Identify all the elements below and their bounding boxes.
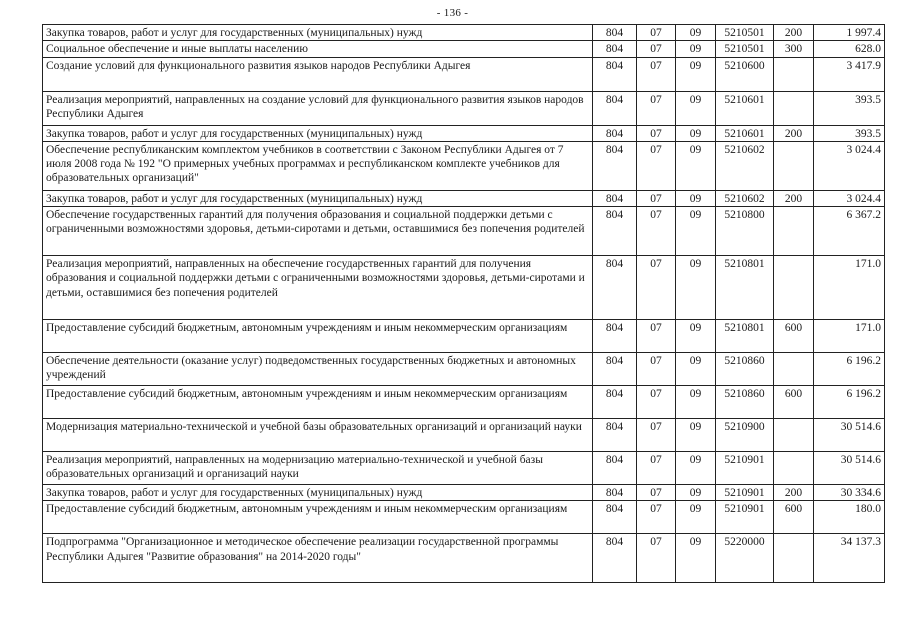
cell-name: Предоставление субсидий бюджетным, автономным учреждениям и иным некоммерческим организациям bbox=[43, 501, 593, 534]
table-row bbox=[43, 207, 885, 256]
cell-section-code: 07 bbox=[637, 207, 676, 256]
cell-name: Предоставление субсидий бюджетным, автономным учреждениям и иным некоммерческим организациям bbox=[43, 320, 593, 353]
cell-subsection-code: 09 bbox=[676, 320, 716, 353]
cell-name: Социальное обеспечение и иные выплаты населению bbox=[43, 41, 593, 57]
cell-expense-type-code: 300 bbox=[774, 41, 814, 57]
cell-target-article-code: 5210600 bbox=[716, 57, 774, 91]
cell-name: Закупка товаров, работ и услуг для государственных (муниципальных) нужд bbox=[43, 25, 593, 41]
cell-subsection-code: 09 bbox=[676, 125, 716, 141]
cell-department-code: 804 bbox=[593, 534, 637, 583]
table-row bbox=[43, 452, 885, 485]
cell-subsection-code: 09 bbox=[676, 452, 716, 485]
table-row bbox=[43, 353, 885, 386]
cell-department-code: 804 bbox=[593, 320, 637, 353]
cell-section-code: 07 bbox=[637, 386, 676, 419]
cell-name: Предоставление субсидий бюджетным, автономным учреждениям и иным некоммерческим организациям bbox=[43, 386, 593, 419]
table-row bbox=[43, 141, 885, 190]
table-row bbox=[43, 534, 885, 583]
cell-expense-type-code: 200 bbox=[774, 485, 814, 501]
cell-name: Подпрограмма "Организационное и методическое обеспечение реализации государственной программы Республики Адыгея "Развитие образования" на 2014-2020 годы" bbox=[43, 534, 593, 583]
cell-department-code: 804 bbox=[593, 419, 637, 452]
cell-name: Обеспечение государственных гарантий для получения образования и социальной поддержки детьми с ограниченными возможностями здоровья, детьми-сиротами и детьми, оставшимися без попечения родителей bbox=[43, 207, 593, 256]
cell-department-code: 804 bbox=[593, 25, 637, 41]
cell-expense-type-code: 600 bbox=[774, 501, 814, 534]
cell-name: Обеспечение республиканским комплектом учебников в соответствии с Законом Республики Адыгея от 7 июля 2008 года № 192 "О примерных учебных программах и республиканском комплекте учебников для образовательных организаций" bbox=[43, 141, 593, 190]
table-row bbox=[43, 386, 885, 419]
table-row bbox=[43, 125, 885, 141]
cell-expense-type-code bbox=[774, 419, 814, 452]
cell-name: Обеспечение деятельности (оказание услуг) подведомственных государственных бюджетных и автономных учреждений bbox=[43, 353, 593, 386]
cell-target-article-code: 5210501 bbox=[716, 41, 774, 57]
cell-department-code: 804 bbox=[593, 41, 637, 57]
table-row bbox=[43, 91, 885, 125]
cell-subsection-code: 09 bbox=[676, 190, 716, 206]
cell-name: Закупка товаров, работ и услуг для государственных (муниципальных) нужд bbox=[43, 125, 593, 141]
cell-target-article-code: 5210800 bbox=[716, 207, 774, 256]
cell-amount: 6 196.2 bbox=[814, 386, 885, 419]
cell-department-code: 804 bbox=[593, 501, 637, 534]
cell-target-article-code: 5210860 bbox=[716, 353, 774, 386]
cell-subsection-code: 09 bbox=[676, 207, 716, 256]
cell-amount: 30 514.6 bbox=[814, 419, 885, 452]
cell-department-code: 804 bbox=[593, 386, 637, 419]
cell-expense-type-code: 200 bbox=[774, 125, 814, 141]
cell-subsection-code: 09 bbox=[676, 419, 716, 452]
cell-name: Реализация мероприятий, направленных на модернизацию материально-технической и учебной базы образовательных организаций и организаций науки bbox=[43, 452, 593, 485]
cell-expense-type-code bbox=[774, 452, 814, 485]
cell-section-code: 07 bbox=[637, 25, 676, 41]
cell-target-article-code: 5210602 bbox=[716, 141, 774, 190]
page-number: - 136 - bbox=[436, 7, 469, 19]
cell-section-code: 07 bbox=[637, 353, 676, 386]
cell-expense-type-code bbox=[774, 353, 814, 386]
cell-department-code: 804 bbox=[593, 485, 637, 501]
cell-subsection-code: 09 bbox=[676, 501, 716, 534]
cell-target-article-code: 5210901 bbox=[716, 501, 774, 534]
cell-subsection-code: 09 bbox=[676, 91, 716, 125]
cell-section-code: 07 bbox=[637, 91, 676, 125]
cell-name: Реализация мероприятий, направленных на создание условий для функционального развития языков народов Республики Адыгея bbox=[43, 91, 593, 125]
cell-expense-type-code: 600 bbox=[774, 386, 814, 419]
cell-name: Модернизация материально-технической и учебной базы образовательных организаций и организаций науки bbox=[43, 419, 593, 452]
cell-department-code: 804 bbox=[593, 207, 637, 256]
cell-section-code: 07 bbox=[637, 485, 676, 501]
cell-subsection-code: 09 bbox=[676, 353, 716, 386]
cell-department-code: 804 bbox=[593, 125, 637, 141]
cell-section-code: 07 bbox=[637, 320, 676, 353]
cell-name: Закупка товаров, работ и услуг для государственных (муниципальных) нужд bbox=[43, 190, 593, 206]
cell-subsection-code: 09 bbox=[676, 57, 716, 91]
cell-name: Закупка товаров, работ и услуг для государственных (муниципальных) нужд bbox=[43, 485, 593, 501]
cell-expense-type-code bbox=[774, 57, 814, 91]
cell-department-code: 804 bbox=[593, 256, 637, 320]
cell-amount: 171.0 bbox=[814, 256, 885, 320]
cell-target-article-code: 5210901 bbox=[716, 485, 774, 501]
cell-amount: 3 417.9 bbox=[814, 57, 885, 91]
cell-department-code: 804 bbox=[593, 452, 637, 485]
table-row bbox=[43, 256, 885, 320]
cell-subsection-code: 09 bbox=[676, 386, 716, 419]
cell-expense-type-code bbox=[774, 534, 814, 583]
cell-target-article-code: 5210801 bbox=[716, 320, 774, 353]
cell-department-code: 804 bbox=[593, 141, 637, 190]
cell-section-code: 07 bbox=[637, 419, 676, 452]
cell-expense-type-code bbox=[774, 141, 814, 190]
cell-section-code: 07 bbox=[637, 57, 676, 91]
cell-subsection-code: 09 bbox=[676, 485, 716, 501]
cell-amount: 628.0 bbox=[814, 41, 885, 57]
cell-expense-type-code bbox=[774, 91, 814, 125]
cell-name: Создание условий для функционального развития языков народов Республики Адыгея bbox=[43, 57, 593, 91]
cell-section-code: 07 bbox=[637, 534, 676, 583]
cell-section-code: 07 bbox=[637, 125, 676, 141]
cell-subsection-code: 09 bbox=[676, 256, 716, 320]
cell-expense-type-code: 200 bbox=[774, 190, 814, 206]
cell-subsection-code: 09 bbox=[676, 141, 716, 190]
table-row bbox=[43, 501, 885, 534]
cell-amount: 3 024.4 bbox=[814, 190, 885, 206]
cell-department-code: 804 bbox=[593, 353, 637, 386]
table-row bbox=[43, 190, 885, 206]
table-row bbox=[43, 419, 885, 452]
table-row bbox=[43, 320, 885, 353]
cell-subsection-code: 09 bbox=[676, 41, 716, 57]
cell-amount: 180.0 bbox=[814, 501, 885, 534]
cell-target-article-code: 5210602 bbox=[716, 190, 774, 206]
cell-section-code: 07 bbox=[637, 501, 676, 534]
cell-amount: 1 997.4 bbox=[814, 25, 885, 41]
cell-expense-type-code bbox=[774, 207, 814, 256]
cell-section-code: 07 bbox=[637, 141, 676, 190]
cell-expense-type-code: 600 bbox=[774, 320, 814, 353]
cell-name: Реализация мероприятий, направленных на обеспечение государственных гарантий для получения образования и социальной поддержки детьми с ограниченными возможностями здоровья, детьми-сиротами и детьми, оставшимися без попечения родителей bbox=[43, 256, 593, 320]
table-body bbox=[43, 25, 885, 583]
cell-amount: 34 137.3 bbox=[814, 534, 885, 583]
table-row bbox=[43, 41, 885, 57]
cell-target-article-code: 5210901 bbox=[716, 452, 774, 485]
cell-department-code: 804 bbox=[593, 190, 637, 206]
cell-section-code: 07 bbox=[637, 256, 676, 320]
cell-department-code: 804 bbox=[593, 91, 637, 125]
cell-amount: 6 367.2 bbox=[814, 207, 885, 256]
budget-table bbox=[42, 24, 885, 583]
cell-amount: 30 334.6 bbox=[814, 485, 885, 501]
cell-section-code: 07 bbox=[637, 452, 676, 485]
cell-amount: 3 024.4 bbox=[814, 141, 885, 190]
cell-target-article-code: 5210900 bbox=[716, 419, 774, 452]
cell-department-code: 804 bbox=[593, 57, 637, 91]
cell-section-code: 07 bbox=[637, 41, 676, 57]
table-row bbox=[43, 57, 885, 91]
cell-amount: 393.5 bbox=[814, 125, 885, 141]
table-row bbox=[43, 25, 885, 41]
cell-amount: 6 196.2 bbox=[814, 353, 885, 386]
cell-amount: 171.0 bbox=[814, 320, 885, 353]
cell-target-article-code: 5210860 bbox=[716, 386, 774, 419]
cell-amount: 30 514.6 bbox=[814, 452, 885, 485]
cell-expense-type-code bbox=[774, 256, 814, 320]
cell-amount: 393.5 bbox=[814, 91, 885, 125]
cell-subsection-code: 09 bbox=[676, 25, 716, 41]
cell-target-article-code: 5210501 bbox=[716, 25, 774, 41]
cell-target-article-code: 5210601 bbox=[716, 125, 774, 141]
cell-target-article-code: 5210801 bbox=[716, 256, 774, 320]
cell-subsection-code: 09 bbox=[676, 534, 716, 583]
cell-section-code: 07 bbox=[637, 190, 676, 206]
cell-target-article-code: 5220000 bbox=[716, 534, 774, 583]
cell-target-article-code: 5210601 bbox=[716, 91, 774, 125]
cell-expense-type-code: 200 bbox=[774, 25, 814, 41]
table-row bbox=[43, 485, 885, 501]
